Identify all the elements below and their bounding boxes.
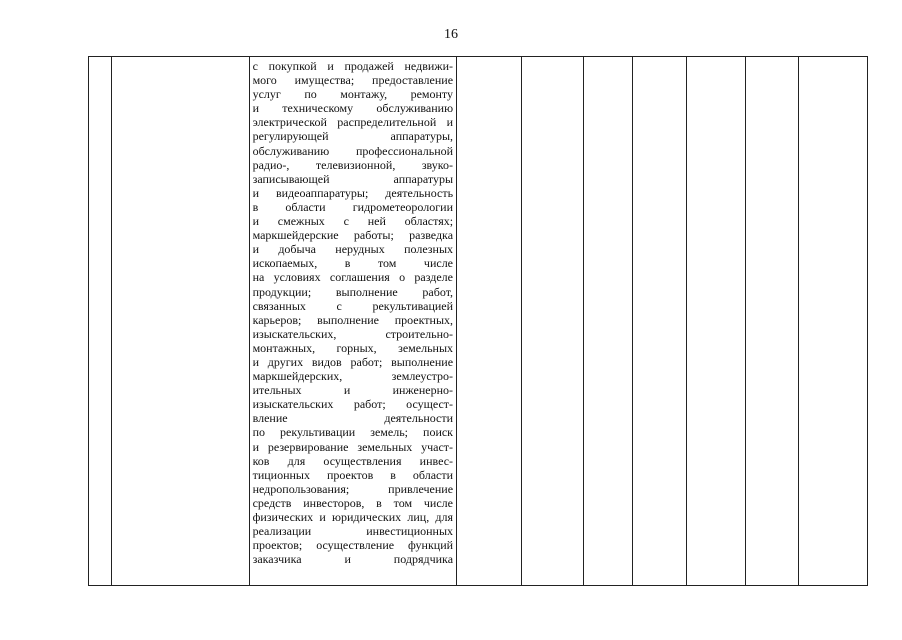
text-line: электрической распределительной и bbox=[252, 115, 454, 130]
table-column-1 bbox=[89, 57, 112, 585]
text-line: реализации инвестиционных bbox=[252, 524, 454, 539]
text-line: недропользования; привлечение bbox=[252, 481, 454, 496]
text-line: вление деятельности bbox=[252, 411, 454, 426]
table-column-9 bbox=[746, 57, 799, 585]
text-line: изыскательских работ; осущест- bbox=[252, 397, 454, 412]
text-line: ископаемых, в том числе bbox=[252, 256, 454, 271]
text-line: радио-, телевизионной, звуко- bbox=[252, 157, 454, 172]
table-column-10 bbox=[799, 57, 867, 585]
text-line: и видеоаппаратуры; деятельность bbox=[252, 185, 454, 200]
text-line: и других видов работ; выполнение bbox=[252, 354, 454, 369]
text-line: на условиях соглашения о разделе bbox=[252, 270, 453, 285]
text-line: обслуживанию профессиональной bbox=[252, 143, 454, 158]
table-column-8 bbox=[687, 57, 746, 585]
table-column-activity-text bbox=[250, 57, 457, 585]
text-line: монтажных, горных, земельных bbox=[252, 340, 454, 355]
text-line: и добыча нерудных полезных bbox=[252, 242, 454, 257]
page-number: 16 bbox=[444, 27, 458, 42]
text-line: и смежных с ней областях; bbox=[252, 214, 454, 229]
text-line: проектов; осуществление функций bbox=[252, 538, 454, 553]
text-line: продукции; выполнение работ, bbox=[252, 284, 454, 299]
text-line: регулирующей аппаратуры, bbox=[252, 129, 454, 144]
text-line: связанных с рекультивацией bbox=[252, 298, 454, 313]
table-column-6 bbox=[584, 57, 633, 585]
text-line: карьеров; выполнение проектных, bbox=[252, 312, 454, 327]
table-column-7 bbox=[633, 57, 688, 585]
text-line: ительных и инженерно- bbox=[252, 383, 454, 398]
text-line: заказчика и подрядчика bbox=[252, 552, 454, 567]
activity-text-block bbox=[253, 59, 453, 566]
text-line: средств инвесторов, в том числе bbox=[252, 495, 453, 510]
text-line: маркшейдерские работы; разведка bbox=[252, 228, 454, 243]
text-line: изыскательских, строительно- bbox=[252, 326, 454, 341]
text-line: с покупкой и продажей недвижи- bbox=[252, 59, 453, 73]
table-column-2 bbox=[112, 57, 250, 585]
text-line: услуг по монтажу, ремонту bbox=[252, 87, 454, 102]
text-line: тиционных проектов в области bbox=[252, 467, 454, 482]
text-line: ков для осуществления инвес- bbox=[252, 453, 454, 468]
text-line: записывающей аппаратуры bbox=[252, 171, 454, 186]
table bbox=[88, 56, 868, 586]
text-line: по рекультивации земель; поиск bbox=[252, 425, 454, 440]
text-line: маркшейдерских, землеустро- bbox=[252, 369, 454, 384]
text-line: и техническому обслуживанию bbox=[252, 101, 454, 116]
table-column-5 bbox=[522, 57, 584, 585]
text-line: в области гидрометеорологии bbox=[252, 199, 454, 214]
text-line: мого имущества; предоставление bbox=[252, 73, 454, 88]
text-line: физических и юридических лиц, для bbox=[252, 510, 454, 524]
text-line: и резервирование земельных участ- bbox=[252, 439, 454, 454]
table-column-4 bbox=[457, 57, 522, 585]
